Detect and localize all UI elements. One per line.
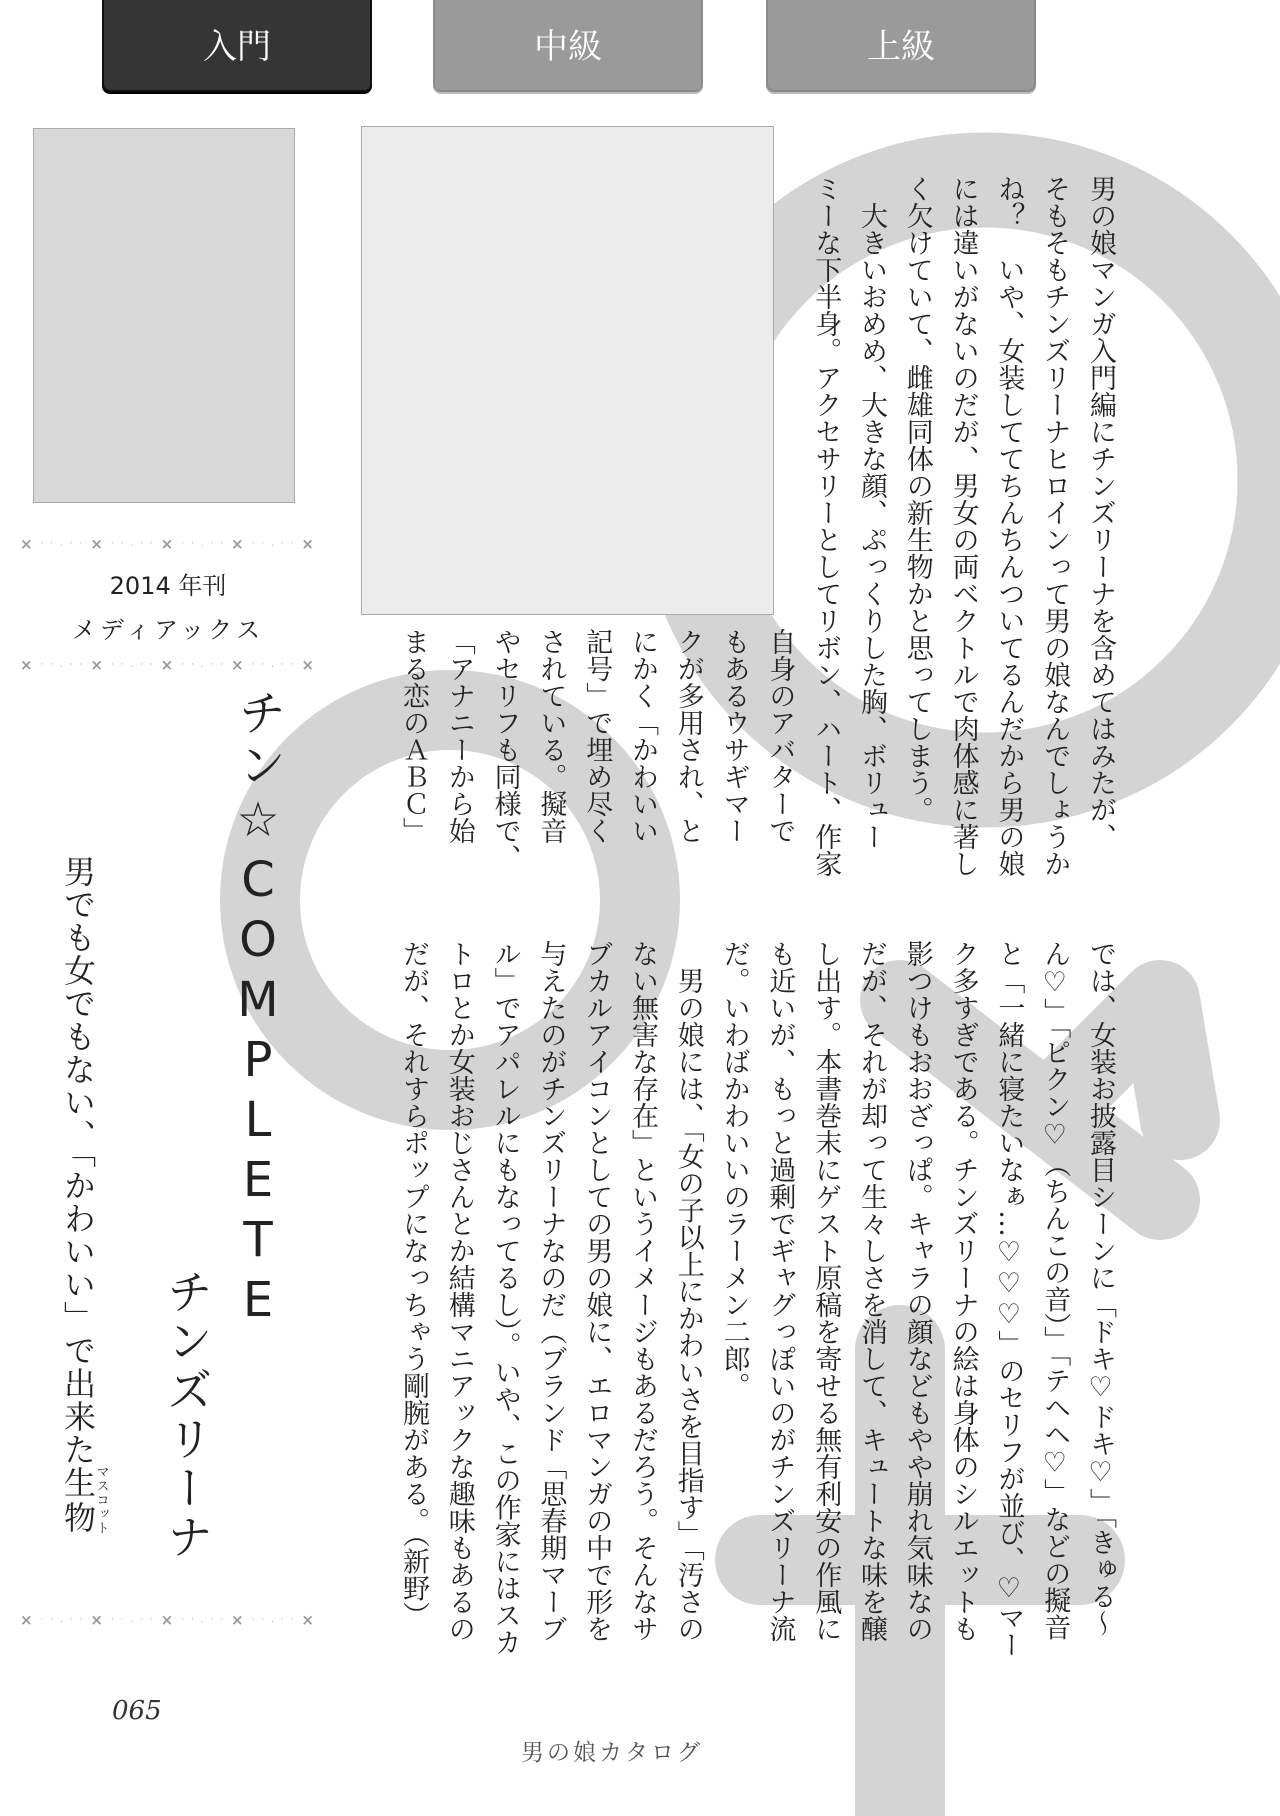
review-text-line: ん♡」「ピクン♡（ちんこの音）」「テヘヘ♡」などの擬音 xyxy=(1039,940,1071,1641)
tagline-end: 生物 xyxy=(59,1465,97,1535)
review-text-line: ね？ いや、女装しててちんちんついてるんだから男の娘 xyxy=(993,175,1025,877)
review-text-line: クが多用され、と xyxy=(672,628,704,844)
review-text-line: 男の娘マンガ入門編にチンズリーナを含めてはみたが、 xyxy=(1085,175,1116,850)
ornament-divider: × · · . · · × · · . · · × · · . · · × · · . · · × xyxy=(20,535,316,553)
book-tagline xyxy=(60,855,108,1535)
footer-title: 男の娘カタログ xyxy=(521,1740,703,1766)
review-text-line: ミーな下半身。アクセサリーとしてリボン、ハート、作家 xyxy=(810,175,842,877)
tagline-ruby xyxy=(59,1465,109,1535)
review-text-line: では、女装お披露目シーンに「ドキ♡ドキ♡」「きゅる〜 xyxy=(1085,940,1116,1637)
review-text-line: 記号」で埋め尽く xyxy=(581,628,613,844)
review-text-line: にかく「かわいい xyxy=(627,628,658,844)
publisher: メディアックス xyxy=(71,616,265,644)
review-text-line: 「アナニーから始 xyxy=(443,628,475,844)
review-text-line: だが、それが却って生々しさを消して、キュートな味を醸 xyxy=(856,940,887,1642)
review-text-line: 与えたのがチンズリーナなのだ（ブランド「思春期マーブ xyxy=(535,940,567,1642)
review-text-line: ない無害な存在」というイメージもあるだろう。そんなサ xyxy=(627,940,658,1642)
book-author: チンズリーナ xyxy=(160,1268,214,1562)
review-text-line: ク多すぎである。チンズリーナの絵は身体のシルエットも xyxy=(947,940,979,1642)
publication-year: 2014 年刊 xyxy=(109,572,227,600)
review-text-line: ブカルアイコンとしての男の娘に、エロマンガの中で形を xyxy=(581,940,613,1642)
tab-beginner[interactable] xyxy=(102,0,372,92)
tab-label: 中級 xyxy=(534,26,602,67)
review-text-line: まる恋のＡＢＣ」 xyxy=(398,628,429,844)
tab-advanced[interactable] xyxy=(766,0,1036,92)
review-text-line: ル」でアパレルにもなってるし）。いや、この作家にはスカ xyxy=(489,940,521,1656)
review-text-line: には違いがないのだが、男女の両ベクトルで肉体感に著し xyxy=(947,175,979,877)
book-title: チン☆COMPLETE xyxy=(230,688,286,1332)
review-text-line: し出す。本書巻末にゲスト原稿を寄せる無有利安の作風に xyxy=(810,940,842,1642)
review-text-line: やセリフも同様で、 xyxy=(489,628,521,871)
review-text-line: トロとか女装おじさんとか結構マニアックな趣味もあるの xyxy=(443,940,475,1642)
tab-label: 入門 xyxy=(203,26,271,67)
review-text-line: だが、それすらポップになっちゃう剛腕がある。（新野） xyxy=(398,940,429,1629)
tab-label: 上級 xyxy=(867,26,935,67)
tab-intermediate[interactable] xyxy=(433,0,703,92)
review-text-line: もあるウサギマー xyxy=(718,628,750,844)
review-text-line: 男の娘には、「女の子以上にかわいさを目指す」「汚さの xyxy=(672,940,704,1642)
ruby-text: マスコット xyxy=(93,1465,109,1535)
tagline-text: 男でも女でもない、「かわいい」で出来た xyxy=(59,855,97,1466)
review-text-line: も近いが、もっと過剰でギャグっぽいのがチンズリーナ流 xyxy=(764,940,796,1642)
page-number: 065 xyxy=(112,1696,162,1726)
review-text-line: されている。擬音 xyxy=(535,628,567,844)
review-text-line: 大きいおめめ、大きな顔、ぷっくりした胸、ボリュー xyxy=(856,175,887,850)
review-text-line: と「一緒に寝たいなぁ…♡♡♡」のセリフが並び、♡マー xyxy=(993,940,1025,1658)
review-text-line: 影つけもおおざっぱ。キャラの顔などもやや崩れ気味なの xyxy=(901,940,933,1642)
ornament-divider: × · · . · · × · · . · · × · · . · · × · · . · · × xyxy=(20,1611,316,1629)
review-text-line: そもそもチンズリーナヒロインって男の娘なんでしょうか xyxy=(1039,175,1071,877)
manga-panel-image xyxy=(361,126,774,615)
ornament-divider: × · · . · · × · · . · · × · · . · · × · · . · · × xyxy=(20,656,316,674)
review-text-line: だ。いわばかわいいのラーメン二郎。 xyxy=(718,940,750,1399)
review-text-line: く欠けていて、雌雄同体の新生物かと思ってしまう。 xyxy=(901,175,933,823)
book-cover-image xyxy=(33,128,295,503)
review-text-line: 自身のアバターで xyxy=(764,628,796,844)
